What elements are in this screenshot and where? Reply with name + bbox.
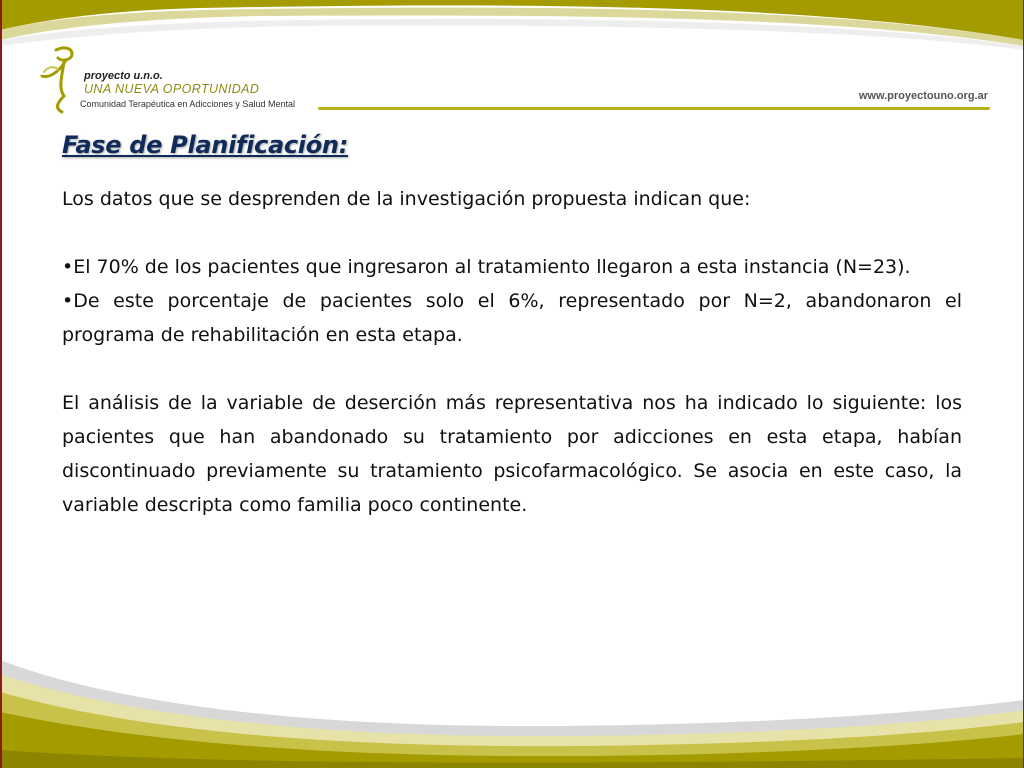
analysis-paragraph: El análisis de la variable de deserción más representativa nos ha indicado lo siguiente: los pacientes que han abandonado su tratamiento por adicciones en esta etapa, habían discontinuado previamente su tratamiento psicofarmacológico. Se asocia en este caso, la variable descripta como familia poco continente.: [62, 392, 962, 516]
logo-main-text: UNA NUEVA OPORTUNIDAD: [84, 82, 260, 96]
intro-paragraph: Los datos que se desprenden de la investigación propuesta indican que:: [62, 188, 751, 210]
header-divider: [318, 107, 990, 110]
website-url[interactable]: www.proyectouno.org.ar: [858, 90, 988, 102]
bullet-item: •El 70% de los pacientes que ingresaron al tratamiento llegaron a esta instancia (N=23).: [62, 256, 911, 278]
logo-small-text: proyecto u.n.o.: [84, 70, 163, 82]
spacer: [62, 352, 962, 386]
bottom-swoosh-decoration: [0, 640, 1024, 768]
slide-body: [62, 128, 962, 522]
logo-figure-icon: [38, 44, 86, 116]
bullet-item: •De este porcentaje de pacientes solo el 6%, representado por N=2, abandonaron el programa de rehabilitación en esta etapa.: [62, 290, 962, 346]
organization-logo: [38, 44, 318, 116]
logo-subtitle: Comunidad Terapéutica en Adicciones y Salud Mental: [80, 99, 295, 109]
slide-title: Fase de Planificación:: [62, 131, 349, 159]
spacer: [62, 216, 962, 250]
